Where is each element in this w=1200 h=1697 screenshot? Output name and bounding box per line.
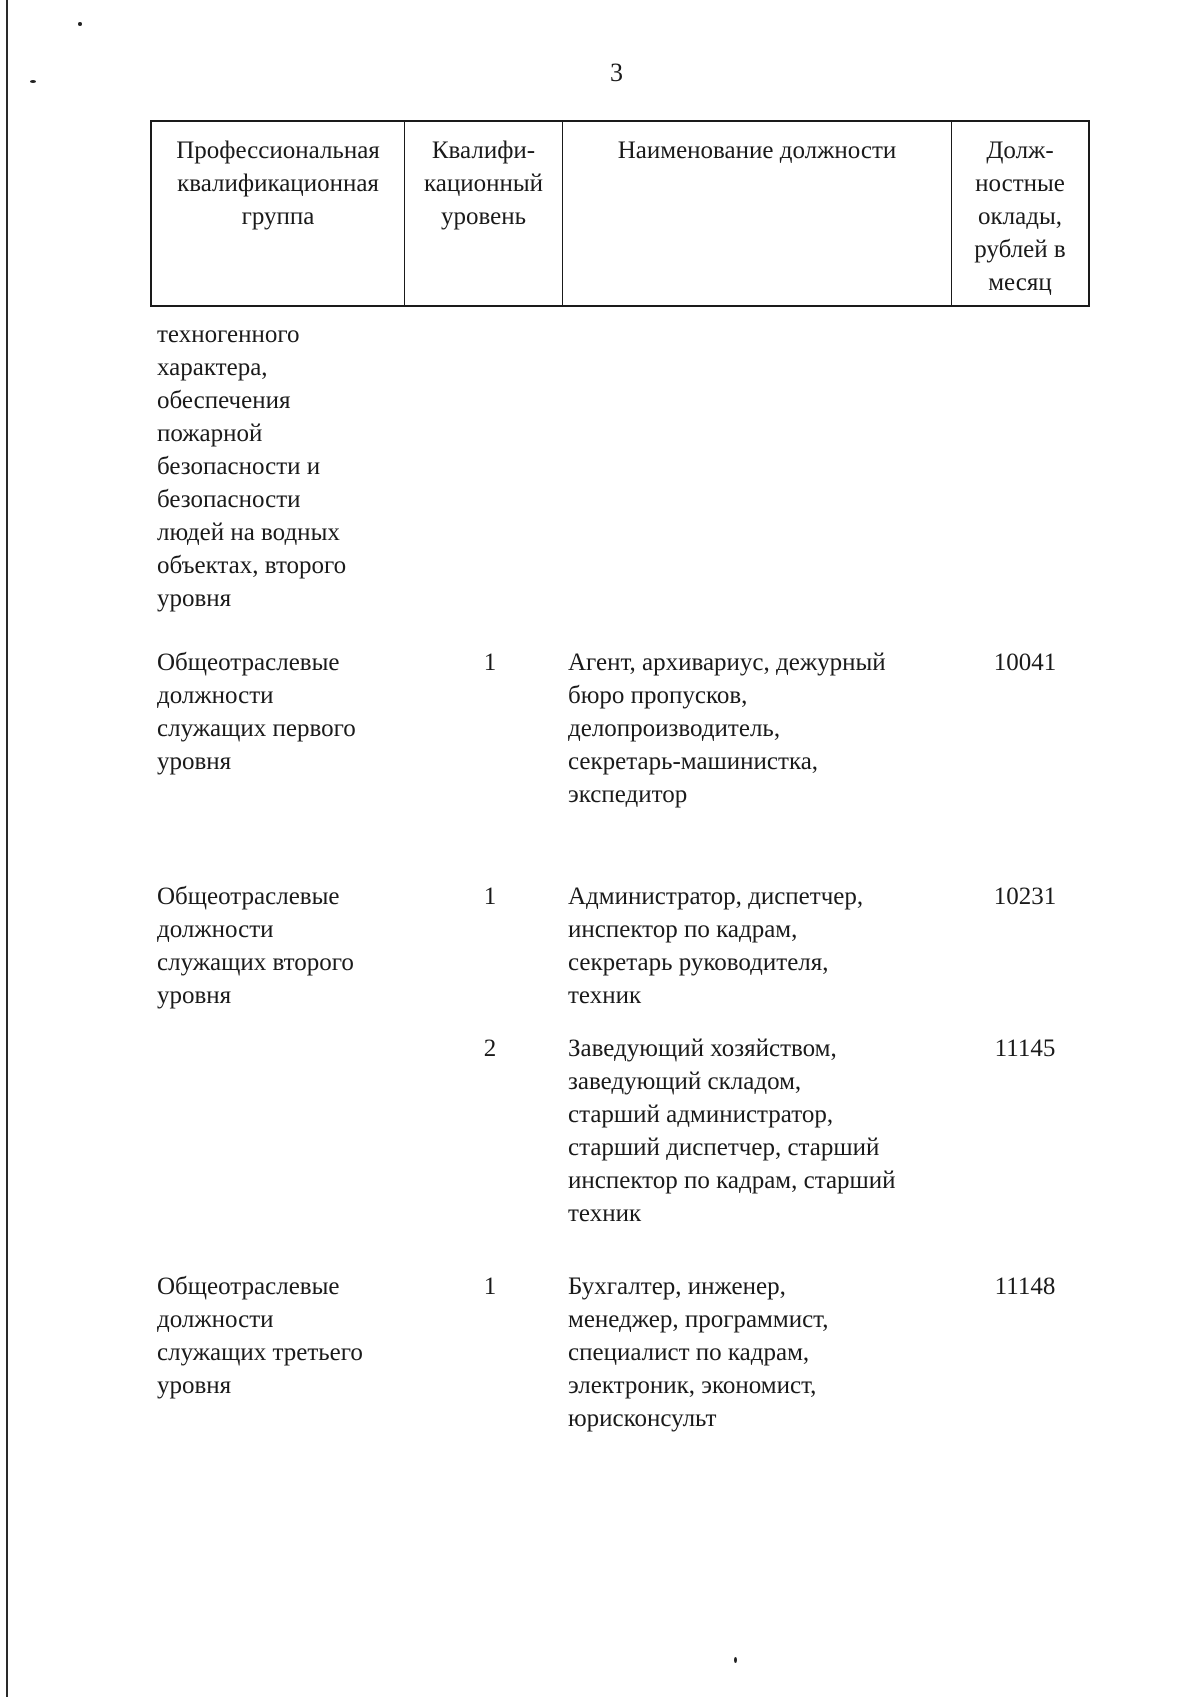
row-group: [157, 646, 417, 778]
position-text: заведующий складом,: [568, 1068, 802, 1095]
group-text: уровня: [157, 748, 232, 775]
scan-edge-line: [6, 0, 8, 1697]
position-text: Агент, архивариус, дежурный: [568, 649, 886, 676]
group-text: уровня: [157, 982, 232, 1009]
position-text: бюро пропусков,: [568, 682, 748, 709]
position-text: инспектор по кадрам, старший: [568, 1167, 896, 1194]
group-text: должности: [157, 916, 274, 943]
row-salary: 10231: [993, 883, 1057, 910]
position-text: старший администратор,: [568, 1101, 834, 1128]
group-text: безопасности и: [157, 453, 321, 480]
group-text: людей на водных: [157, 519, 340, 546]
row-group: [157, 880, 417, 1012]
position-text: старший диспетчер, старший: [568, 1134, 880, 1161]
table-header: [150, 120, 1090, 307]
row-group: [157, 1270, 417, 1402]
position-text: специалист по кадрам,: [568, 1339, 810, 1366]
header-text: Квалифи-: [431, 137, 536, 164]
group-text: Общеотраслевые: [157, 883, 340, 910]
row-positions: [568, 1032, 958, 1230]
group-text: служащих третьего: [157, 1339, 363, 1366]
header-cell-group: [152, 122, 405, 305]
group-text: служащих второго: [157, 949, 354, 976]
header-text: уровень: [440, 203, 527, 230]
page-number: 3: [610, 58, 623, 87]
group-text: уровня: [157, 1372, 232, 1399]
position-text: юрисконсульт: [568, 1405, 717, 1432]
position-text: Заведующий хозяйством,: [568, 1035, 837, 1062]
row-salary: 11145: [994, 1035, 1056, 1062]
group-text: уровня: [157, 585, 232, 612]
header-text: квалификационная: [177, 170, 379, 197]
group-text: обеспечения: [157, 387, 291, 414]
header-text: Долж-: [986, 137, 1054, 164]
position-text: техник: [568, 1200, 642, 1227]
position-text: секретарь-машинистка,: [568, 748, 819, 775]
group-text: Общеотраслевые: [157, 1273, 340, 1300]
position-text: Администратор, диспетчер,: [568, 883, 864, 910]
position-text: электроник, экономист,: [568, 1372, 817, 1399]
header-cell-salary: [952, 122, 1088, 305]
row-positions: [568, 1270, 958, 1435]
row-positions: [568, 880, 958, 1012]
header-text: Наименование должности: [617, 137, 897, 164]
header-text: месяц: [988, 269, 1052, 296]
header-text: оклады,: [978, 203, 1062, 230]
position-text: инспектор по кадрам,: [568, 916, 798, 943]
group-text: Общеотраслевые: [157, 649, 340, 676]
group-text: служащих первого: [157, 715, 356, 742]
group-text: характера,: [157, 354, 268, 381]
group-text: должности: [157, 682, 274, 709]
row-salary: 11148: [994, 1273, 1056, 1300]
header-text: группа: [241, 203, 315, 230]
row-level: 2: [483, 1035, 497, 1062]
row-level: 1: [483, 883, 497, 910]
group-text: пожарной: [157, 420, 263, 447]
position-text: делопроизводитель,: [568, 715, 781, 742]
scan-speck: [78, 22, 82, 26]
header-text: Профессиональная: [176, 137, 380, 164]
header-text: кационный: [423, 170, 544, 197]
row-positions: [568, 646, 958, 811]
position-text: экспедитор: [568, 781, 688, 808]
row-level: 1: [483, 1273, 497, 1300]
group-text: должности: [157, 1306, 274, 1333]
header-text: ностные: [975, 170, 1065, 197]
row-salary: 10041: [993, 649, 1057, 676]
position-text: техник: [568, 982, 642, 1009]
row-level: 1: [483, 649, 497, 676]
position-text: менеджер, программист,: [568, 1306, 829, 1333]
group-continuation: [157, 318, 417, 615]
group-text: техногенного: [157, 321, 300, 348]
position-text: секретарь руководителя,: [568, 949, 829, 976]
scan-speck: [734, 1657, 737, 1663]
header-cell-position: [563, 122, 952, 305]
header-text: рублей в: [974, 236, 1066, 263]
group-text: объектах, второго: [157, 552, 347, 579]
position-text: Бухгалтер, инженер,: [568, 1273, 786, 1300]
group-text: безопасности: [157, 486, 301, 513]
header-cell-level: [405, 122, 563, 305]
